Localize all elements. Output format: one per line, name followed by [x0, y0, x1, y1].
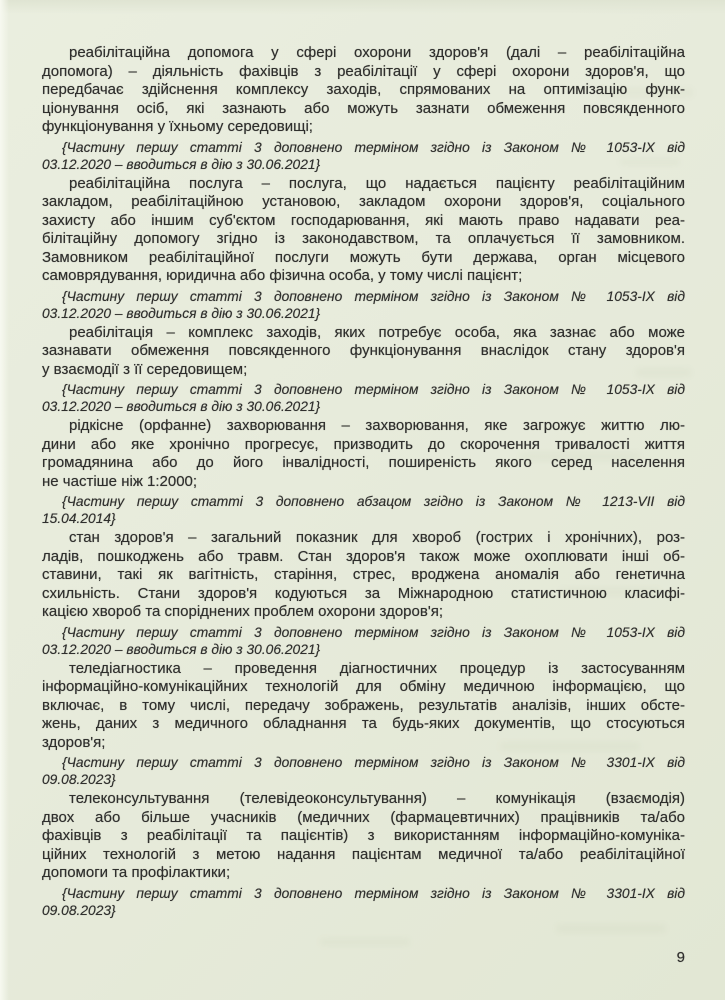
text-line: передбачає здійснення комплексу заходів, спрямованих на оптимізацію функ- — [42, 81, 685, 98]
text-line: фахівців з реабілітації та пацієнтів) з використанням інформаційно-комуніка- — [42, 827, 685, 844]
term-paragraph — [42, 44, 685, 137]
page-bleed-artifact — [556, 924, 666, 933]
text-line: дини або яке хронічно прогресує, призводить до скорочення тривалості життя — [42, 435, 685, 453]
text-line: зазнавати обмеження повсякденного функціонування внаслідок стану здоров'я — [42, 342, 685, 359]
text-line: {Частину першу статті 3 доповнено терміном згідно із Законом № 1053-IX від — [62, 288, 685, 304]
text-line: {Частину першу статті 3 доповнено терміном згідно із Законом № 1053-IX від — [62, 382, 685, 397]
text-line: реабілітаційна послуга – послуга, що надається пацієнту реабілітаційним — [69, 174, 685, 192]
term-paragraph — [42, 529, 685, 622]
text-line: {Частину першу статті 3 доповнено абзацом згідно із Законом № 1213-VII від — [62, 494, 685, 509]
text-line: теледіагностика – проведення діагностичних процедур із застосуванням — [69, 659, 685, 677]
text-line: ставини, такі як вагітність, старіння, стрес, вроджена аномалія або генетична — [42, 566, 685, 583]
text-line: {Частину першу статті 3 доповнено терміном згідно із Законом № 1053-IX від — [62, 139, 685, 155]
text-line: захисту або іншим суб'єктом господарювання, які мають право надавати реа- — [42, 211, 685, 229]
text-line: двох або більше учасників (медичних (фармацевтичних) працівників та/або — [42, 808, 685, 826]
text-line: допомога) – діяльність фахівців з реабілітації у сфері охорони здоров'я, що — [42, 62, 685, 80]
text-line: {Частину першу статті 3 доповнено терміном згідно із Законом № 3301-IX від — [62, 885, 685, 901]
text-line: рідкісне (орфанне) захворювання – захворювання, яке загрожує життю лю- — [69, 417, 685, 434]
text-line: не частіше ніж 1:2000; — [42, 472, 198, 490]
text-line: 03.12.2020 – вводиться в дію з 30.06.2021} — [42, 305, 321, 321]
text-line: реабілітація – комплекс заходів, яких потребує особа, яка зазнає або може — [69, 323, 685, 341]
text-line: громадянина або до його інвалідності, поширеність якого серед населення — [42, 454, 685, 471]
text-line: {Частину першу статті 3 доповнено терміном згідно із Законом № 3301-IX від — [62, 755, 685, 770]
text-line: 03.12.2020 – вводиться в дію з 30.06.2021} — [42, 156, 321, 172]
text-line: ційних технологій з метою надання пацієнтам медичної та/або реабілітаційної — [42, 845, 685, 863]
amendment-annotation — [42, 288, 685, 322]
term-paragraph — [42, 790, 685, 883]
term-paragraph — [42, 175, 685, 286]
text-line: стан здоров'я – загальний показник для хвороб (гострих і хронічних), роз- — [69, 529, 685, 546]
term-paragraph — [42, 417, 685, 491]
text-line: самоврядування, юридична або фізична особа, у тому числі пацієнт; — [42, 267, 523, 284]
text-line: ціонування осіб, які зазнають або можуть зазнати обмеження повсякденного — [42, 99, 685, 117]
text-line: білітаційну допомогу згідно із законодавством, та оплачується її замовником. — [42, 230, 685, 247]
text-line: функціонування у їхньому середовищі; — [42, 118, 313, 135]
text-line: Замовником реабілітаційної послуги можуть бути держава, орган місцевого — [42, 248, 685, 266]
text-line: 09.08.2023} — [42, 902, 116, 918]
amendment-annotation — [42, 885, 685, 919]
term-paragraph — [42, 660, 685, 753]
amendment-annotation — [42, 381, 685, 415]
amendment-annotation — [42, 624, 685, 658]
text-line: закладом, реабілітаційною установою, закладом охорони здоров'я, соціального — [42, 193, 685, 210]
text-line: включає, в тому числі, передачу зображень, результатів аналізів, інших обсте- — [42, 696, 685, 714]
text-line: жень, даних з медичного обладнання та будь-яких документів, що стосуються — [42, 715, 685, 732]
text-line: інформаційно-комунікаційних технологій для обміну медичною інформацією, що — [42, 678, 685, 695]
text-line: допомоги та профілактики; — [42, 864, 231, 881]
page-bleed-artifact — [320, 938, 410, 946]
text-line: 09.08.2023} — [42, 772, 116, 787]
text-line: ладів, пошкоджень або травм. Стан здоров'я також може охоплювати інші об- — [42, 547, 685, 565]
text-line: у взаємодії з її середовищем; — [42, 360, 248, 378]
text-line: схильність. Стани здоров'я кодуються за Міжнародною статистичною класифі- — [42, 584, 685, 602]
text-line: {Частину першу статті 3 доповнено терміном згідно із Законом № 1053-IX від — [62, 624, 685, 640]
page-number: 9 — [676, 949, 685, 966]
amendment-annotation — [42, 139, 685, 173]
text-line: реабілітаційна допомога у сфері охорони здоров'я (далі – реабілітаційна — [69, 44, 685, 61]
text-line: 15.04.2014} — [42, 511, 116, 526]
text-line: 03.12.2020 – вводиться в дію з 30.06.2021} — [42, 399, 321, 414]
page-content — [42, 44, 685, 921]
text-line: кацією хвороб та споріднених проблем охорони здоров'я; — [42, 603, 443, 620]
text-line: 03.12.2020 – вводиться в дію з 30.06.2021} — [42, 641, 321, 657]
amendment-annotation — [42, 493, 685, 527]
text-line: телеконсультування (телевідеоконсультування) – комунікація (взаємодія) — [69, 790, 685, 807]
text-line: здоров'я; — [42, 733, 106, 751]
term-paragraph — [42, 324, 685, 380]
amendment-annotation — [42, 754, 685, 788]
